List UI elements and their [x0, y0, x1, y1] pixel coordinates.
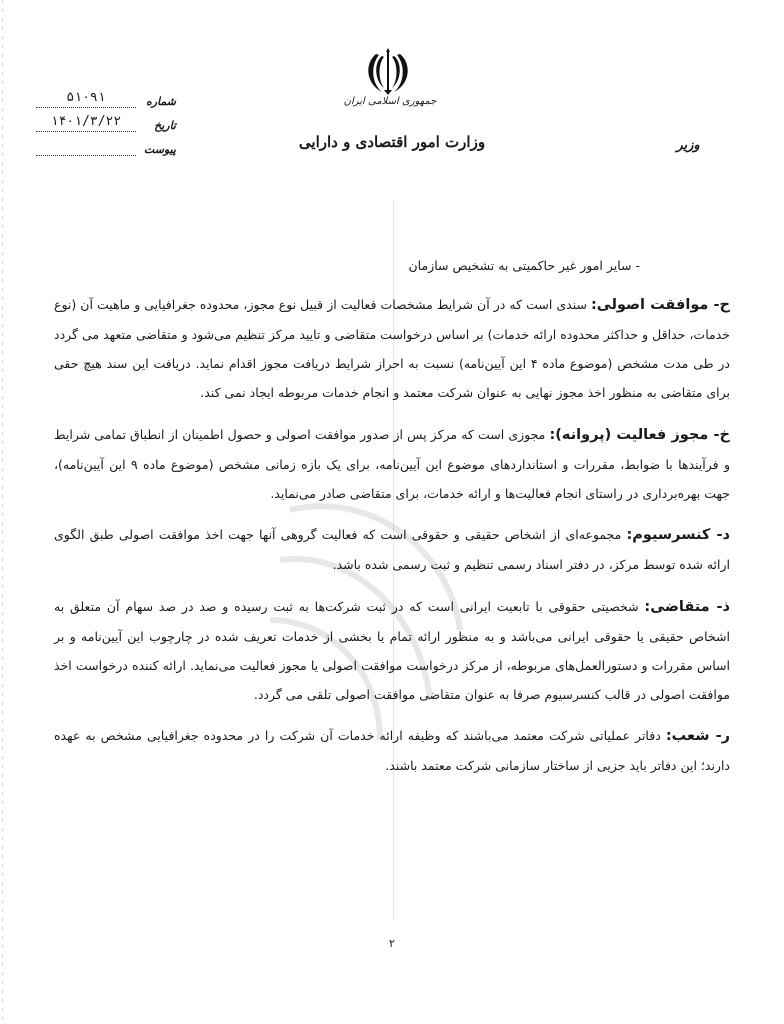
definition-text: سندی است که در آن شرایط مشخصات فعالیت از قبیل نوع مجوز، محدوده جغرافیایی و ماهیت آن (نوع خدمات، حداقل و حداکثر محدوده ارائه خدمات) بر اساس درخواست متقاضی و تایید مرکز تنظیم می‌شود و متقاضی متعهد می گردد در طی مدت مشخص (موضوع ماده ۴ این آیین‌نامه) نسبت به احراز شرایط دریافت مجوز اقدام نماید. دریافت این سند هیچ حقی برای متقاضی به منظور اخذ مجوز نهایی به عنوان شرکت معتمد و انجام خدمات مربوطه ایجاد نمی کند.	[54, 297, 730, 400]
definition-term: ح- موافقت اصولی:	[590, 297, 730, 313]
scan-edge	[2, 0, 3, 1024]
definition-text: مجموعه‌ای از اشخاص حقیقی و حقوقی است که فعالیت گروهی آنها جهت اخذ موافقت اصولی طبق الگوی ارائه شده توسط مرکز، در دفتر اسناد رسمی تنظیم و ثبت رسمی شده باشد.	[54, 527, 730, 572]
number-label: شماره	[145, 95, 176, 108]
definition-paragraph	[54, 520, 730, 579]
definition-term: د- کنسرسیوم:	[626, 527, 730, 543]
number-value: ۵۱۰۹۱	[36, 89, 136, 108]
letter-meta	[36, 84, 176, 156]
definition-text: شخصیتی حقوقی با تابعیت ایرانی است که در ثبت شرکت‌ها به ثبت رسیده و صد در صد سهام آن متعلق به اشخاص حقیقی یا حقوقی ایرانی می‌باشد و به منظور ارائه تمام یا بخشی از خدمات تعریف شده در چارچوب این آیین‌نامه و بر اساس مقررات و دستورالعمل‌های مربوطه، از مرکز درخواست موافقت اصولی یا مجوز فعالیت می‌نماید. ارائه کننده درخواست اخذ موافقت اصولی در قالب کنسرسیوم صرفا به عنوان متقاضی موافقت اصولی تلقی می گردد.	[54, 598, 730, 702]
meta-date	[36, 108, 176, 132]
attachment-label: پیوست	[143, 143, 176, 156]
republic-name: جمهوری اسلامی ایران	[343, 96, 437, 107]
definition-text: مجوزی است که مرکز پس از صدور موافقت اصولی و حصول اطمینان از انطباق تمامی شرایط و فرآیندها با ضوابط، مقررات و استانداردهای موضوع این آیین‌نامه، برای یک بازه زمانی مشخص (موضوع ماده ۹ این آیین‌نامه)، جهت بهره‌برداری در راستای انجام فعالیت‌ها و ارائه خدمات، برای متقاضی صادر می‌نماید.	[54, 426, 730, 501]
document-body	[54, 256, 730, 790]
attachment-value	[36, 137, 136, 156]
definition-text: دفاتر عملیاتی شرکت معتمد می‌باشند که وظیفه ارائه خدمات آن شرکت را در محدوده جغرافیایی مشخص به عهده دارند؛ این دفاتر باید جزیی از ساختار سازمانی شرکت معتمد باشند.	[54, 728, 730, 773]
definition-paragraph	[54, 290, 730, 407]
definition-paragraph	[54, 420, 730, 508]
definition-paragraph	[54, 721, 730, 780]
definition-paragraph	[54, 592, 730, 709]
definition-term: خ- مجوز فعالیت (پروانه):	[549, 426, 730, 443]
office-title: وزیر	[676, 138, 700, 153]
iran-emblem-icon	[360, 42, 416, 98]
page-number: ۲	[389, 937, 395, 950]
ministry-name: وزارت امور اقتصادی و دارایی	[298, 133, 486, 151]
date-label: تاریخ	[154, 119, 176, 132]
definition-term: ذ- متقاضی:	[644, 598, 730, 615]
definition-term: ر- شعب:	[665, 728, 730, 744]
date-value: ۱۴۰۱/۳/۲۲	[36, 113, 136, 132]
meta-attachment	[36, 132, 176, 156]
bullet-item: - سایر امور غیر حاکمیتی به تشخیص سازمان	[408, 258, 640, 273]
meta-number	[36, 84, 176, 108]
